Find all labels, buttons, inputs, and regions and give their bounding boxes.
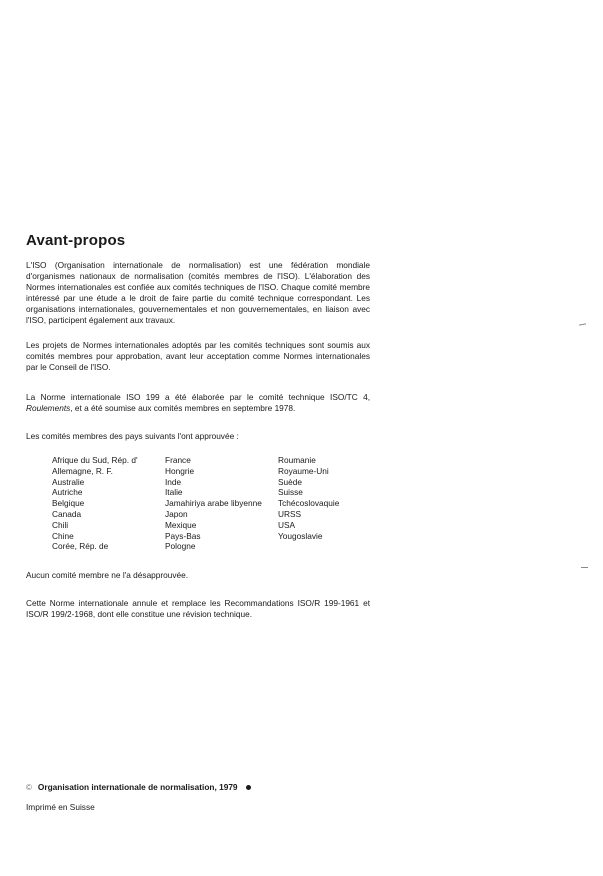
paragraph-iso-199-part2: , et a été soumise aux comités membres en septembre 1978. [70, 403, 296, 414]
country-list [52, 455, 372, 555]
country-item: Jamahiriya arabe libyenne [165, 498, 262, 509]
paragraph-iso-199 [26, 392, 370, 414]
bullet-icon [246, 785, 251, 790]
paragraph-no-disapproval: Aucun comité membre ne l'a désapprouvée. [26, 570, 189, 580]
country-item: Japon [165, 508, 188, 519]
country-item: Pologne [165, 541, 196, 552]
country-item: Yougoslavie [278, 530, 323, 541]
country-item: Suède [278, 476, 302, 487]
country-item: Australie [52, 476, 85, 487]
copyright-icon: © [26, 782, 32, 792]
country-column-1 [52, 455, 165, 555]
country-item: Chili [52, 519, 69, 530]
country-column-3 [278, 455, 372, 555]
page-title: Avant-propos [26, 232, 126, 249]
country-item: France [165, 455, 191, 465]
country-column-2 [165, 455, 278, 555]
paragraph-iso-description: L'ISO (Organisation internationale de normalisation) est une fédération mondiale d'organismes nationaux de normalisation (comités membres de l'ISO). L'élaboration des Normes internationales est confiée aux comités techniques de l'ISO. Chaque comité membre intéressé par une étude a le droit de faire partie du comité technique correspondant. Les organisations internationales, gouvernementales et non gouvernementales, en liaison avec l'ISO, participent également aux travaux. [26, 260, 370, 326]
copyright-line [26, 782, 251, 792]
country-item: Roumanie [278, 455, 316, 465]
country-item: Hongrie [165, 465, 195, 476]
country-item: Royaume-Uni [278, 465, 329, 476]
country-item: Italie [165, 487, 183, 498]
paragraph-supersedes: Cette Norme internationale annule et remplace les Recommandations ISO/R 199-1961 et ISO/R 199/2-1968, dont elle constitue une révision technique. [26, 598, 370, 620]
paragraph-iso-199-part1: La Norme internationale ISO 199 a été élaborée par le comité technique ISO/TC 4, [26, 392, 370, 402]
margin-mark [581, 567, 588, 568]
paragraph-approvals-intro: Les comités membres des pays suivants l'ont approuvée : [26, 431, 239, 441]
country-item: Chine [52, 530, 74, 541]
country-item: Canada [52, 508, 82, 519]
country-item: Autriche [52, 487, 83, 498]
country-item: Corée, Rép. de [52, 541, 109, 552]
country-item: Belgique [52, 498, 85, 509]
copyright-organization: Organisation internationale de normalisation, 1979 [37, 782, 238, 792]
country-item: Tchécoslovaquie [278, 498, 340, 509]
country-item: Afrique du Sud, Rép. d' [52, 455, 138, 465]
paragraph-iso-199-italic: Roulements [26, 403, 71, 414]
country-item: URSS [278, 508, 302, 519]
printed-in: Imprimé en Suisse [26, 802, 95, 812]
country-item: Inde [165, 476, 182, 487]
country-item: Pays-Bas [165, 530, 201, 541]
country-item: Suisse [278, 487, 303, 498]
margin-mark [579, 323, 586, 325]
country-item: Allemagne, R. F. [52, 465, 113, 476]
country-item: Mexique [165, 519, 197, 530]
country-item: USA [278, 519, 296, 530]
paragraph-draft-approval: Les projets de Normes internationales adoptés par les comités techniques sont soumis aux comités membres pour approbation, avant leur acceptation comme Normes internationales par le Conseil de l'ISO. [26, 340, 370, 373]
